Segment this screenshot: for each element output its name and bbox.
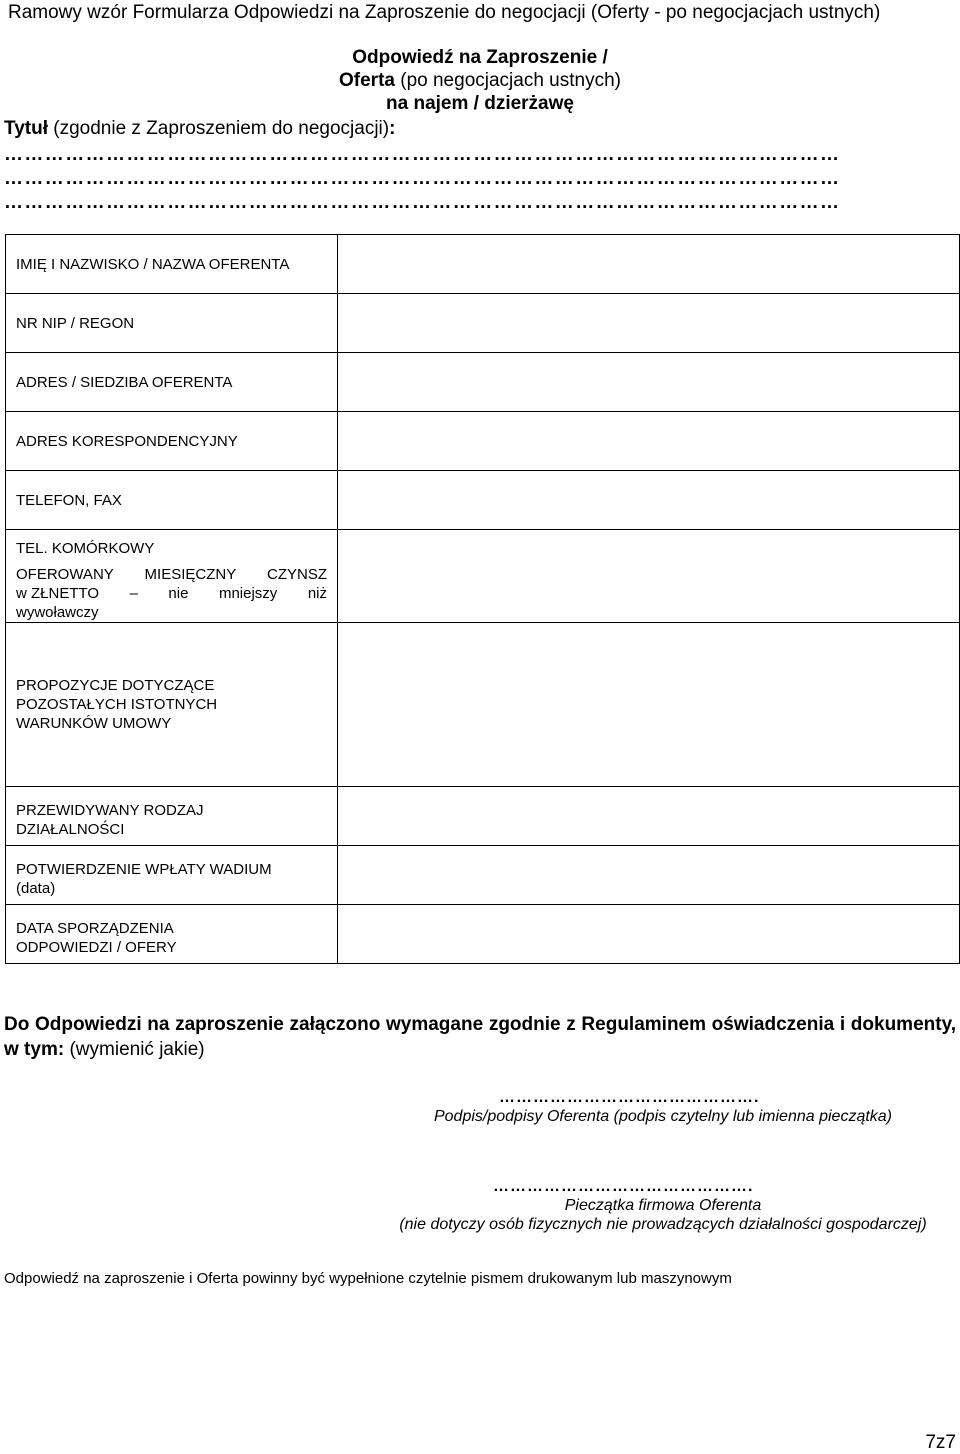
form-label-phone: TELEFON, FAX [6, 471, 338, 530]
stamp-caption-2: (nie dotyczy osób fizycznych nie prowadzących działalności gospodarczej) [399, 1216, 927, 1233]
heading-line2-bold: Oferta [339, 70, 395, 91]
form-row-activity [6, 786, 960, 845]
proposals-label-line1: PROPOZYCJE DOTYCZĄCE [16, 676, 215, 694]
form-row-rent [6, 561, 960, 623]
stamp-caption-1: Pieczątka firmowa Oferenta [564, 1197, 762, 1214]
form-value-date[interactable] [338, 904, 960, 963]
rent-word-4: w ZŁNETTO [16, 584, 100, 602]
document-heading [0, 46, 960, 115]
stamp-dots[interactable]: ………………………………………. [493, 1178, 754, 1195]
footer-note: Odpowiedź na zaproszenie i Oferta powinny być wypełnione czytelnie pismem drukowanym lub maszynowym [4, 1270, 732, 1287]
form-label-rent [6, 561, 338, 623]
running-header: Ramowy wzór Formularza Odpowiedzi na Zaproszenie do negocjacji (Oferty - po negocjacjach ustnych) [8, 2, 881, 23]
deposit-label-line2: (data) [16, 879, 56, 897]
form-label-correspondence: ADRES KORESPONDENCYJNY [6, 412, 338, 471]
activity-label-line1: PRZEWIDYWANY RODZAJ [16, 801, 204, 819]
form-label-address: ADRES / SIEDZIBA OFERENTA [6, 353, 338, 412]
form-row-proposals [6, 622, 960, 786]
form-label-name: IMIĘ I NAZWISKO / NAZWA OFERENTA [6, 235, 338, 294]
form-value-mobile[interactable] [338, 530, 960, 561]
heading-line1: Odpowiedź na Zaproszenie / [352, 47, 608, 68]
title-dots-line-2[interactable]: …………………………………………………………………………………………………………… [4, 168, 841, 189]
date-label-line1: DATA SPORZĄDZENIA [16, 919, 174, 937]
date-label-line2: ODPOWIEDZI / OFERY [16, 938, 177, 956]
form-label-proposals [6, 622, 338, 786]
title-dots-line-1[interactable]: …………………………………………………………………………………………………………… [4, 144, 841, 165]
rent-word-8: niż [307, 584, 327, 602]
form-row-nip [6, 294, 960, 353]
attachments-rest: (wymienić jakie) [64, 1039, 205, 1060]
rent-word-7: mniejszy [218, 584, 278, 602]
rent-label-line2 [16, 584, 327, 603]
form-value-name[interactable] [338, 235, 960, 294]
form-label-activity [6, 786, 338, 845]
form-label-mobile: TEL. KOMÓRKOWY [6, 530, 338, 561]
title-label-colon: : [389, 118, 396, 139]
form-row-correspondence [6, 412, 960, 471]
page-number: 7z7 [925, 1432, 956, 1453]
activity-label-line2: DZIAŁALNOŚCI [16, 820, 125, 838]
attachments-bold: Do Odpowiedzi na zaproszenie załączono wymagane zgodnie z Regulaminem oświadczenia i dokumenty, w tym: [4, 1014, 956, 1060]
form-value-proposals[interactable] [338, 622, 960, 786]
form-value-address[interactable] [338, 353, 960, 412]
proposals-label-line2: POZOSTAŁYCH ISTOTNYCH [16, 695, 218, 713]
signature-caption: Podpis/podpisy Oferenta (podpis czytelny lub imienna pieczątka) [433, 1108, 893, 1125]
signature-dots[interactable]: ………………………………………. [499, 1089, 760, 1106]
heading-line3: na najem / dzierżawę [386, 93, 574, 114]
form-row-name [6, 235, 960, 294]
deposit-label-line1: POTWIERDZENIE WPŁATY WADIUM [16, 860, 272, 878]
form-row-deposit [6, 845, 960, 904]
rent-word-6: nie [168, 584, 189, 602]
form-row-mobile [6, 530, 960, 561]
offer-form-table [5, 234, 960, 964]
rent-word-1: OFEROWANY [16, 565, 114, 583]
form-value-activity[interactable] [338, 786, 960, 845]
form-row-phone [6, 471, 960, 530]
title-dots-line-3[interactable]: …………………………………………………………………………………………………………… [4, 192, 841, 213]
rent-label-line1 [16, 565, 327, 584]
heading-line2-rest: (po negocjacjach ustnych) [394, 70, 621, 91]
title-label [4, 118, 395, 140]
attachments-statement [4, 1012, 956, 1062]
form-label-nip: NR NIP / REGON [6, 294, 338, 353]
form-row-address [6, 353, 960, 412]
rent-word-2: MIESIĘCZNY [144, 565, 237, 583]
form-value-deposit[interactable] [338, 845, 960, 904]
form-label-date [6, 904, 338, 963]
title-label-rest: (zgodnie z Zaproszeniem do negocjacji) [47, 118, 390, 139]
form-value-nip[interactable] [338, 294, 960, 353]
rent-word-3: CZYNSZ [267, 565, 327, 583]
form-value-phone[interactable] [338, 471, 960, 530]
title-label-bold: Tytuł [4, 118, 48, 139]
form-row-date [6, 904, 960, 963]
form-value-rent[interactable] [338, 561, 960, 623]
form-value-correspondence[interactable] [338, 412, 960, 471]
proposals-label-line3: WARUNKÓW UMOWY [16, 714, 172, 732]
form-label-deposit [6, 845, 338, 904]
rent-word-5: – [129, 584, 138, 602]
rent-label-line3: wywoławczy [16, 603, 99, 621]
